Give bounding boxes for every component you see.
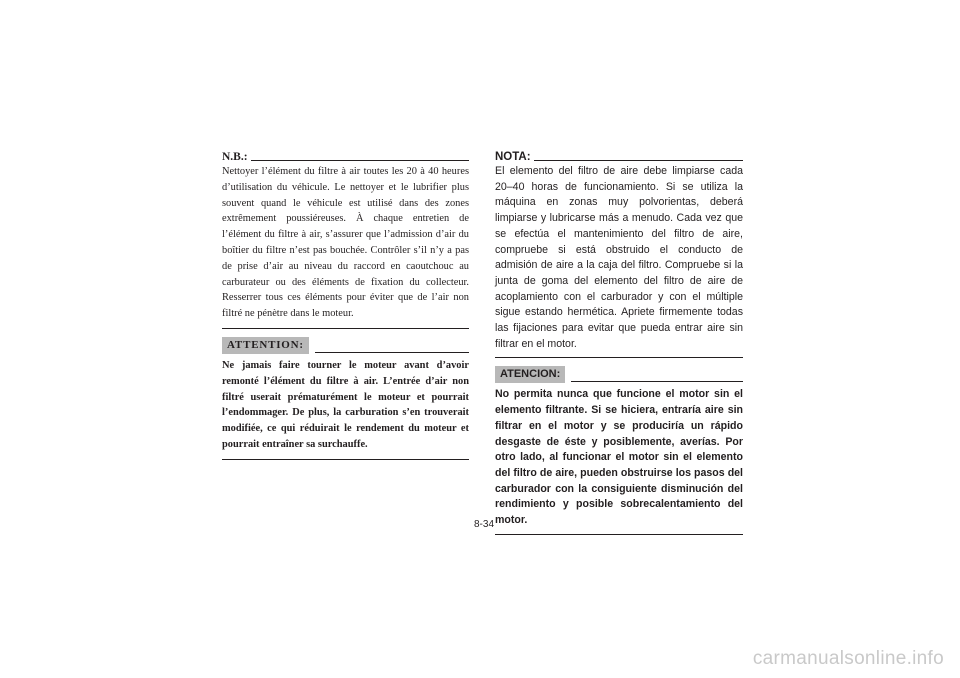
note-heading-line [534,160,743,161]
caution-heading-line [315,352,469,353]
spanish-column [495,150,743,535]
note-label: NOTA: [495,151,531,163]
note-heading [222,150,469,164]
note-text: El elemento del filtro de aire debe limpiarse cada 20–40 horas de funcionamiento. Si se utiliza la máquina en zonas muy polvorientas, deberá limpiarse y lubricarse más a menudo. Cada vez que se efectúa el mantenimiento del filtro de aire, compruebe si está obstruido el conducto de admisión de aire a la caja del filtro. Compruebe si la junta de goma del elemento del filtro de aire de acoplamiento con el carburador y con el múltiple sigue estando hermética. Apriete firmemente todas las fijaciones para evitar que pueda entrar aire sin filtrar en el motor. [495,165,743,350]
caution-badge: ATTENTION: [222,337,309,354]
caution-text: Ne jamais faire tourner le moteur avant d’avoir remonté l’élément du filtre à air. L’entrée d’air non filtré userait prématurément le moteur et pourrait l’endommager. De plus, la carburation s’en trouverait modifiée, ce qui réduirait le rendement du moteur et pourrait entraîner sa surchauffe. [222,359,469,450]
caution-heading-line [571,381,743,382]
note-label: N.B.: [222,151,248,163]
note-end-rule [222,328,469,329]
caution-end-rule [222,459,469,460]
page-number: 8-34 [474,519,495,530]
caution-text: No permita nunca que funcione el motor sin el elemento filtrante. Si se hiciera, entraría aire sin filtrar en el motor y se produciría un rápido desgaste de éste y posiblemente, averías. Por otro lado, al funcionar el motor sin el elemento del filtro de aire, pueden obstruirse los pasos del carburador con la consiguiente disminución del rendimiento y posible sobrecalentamiento del motor. [495,388,743,527]
caution-heading [495,366,743,383]
caution-heading [222,337,469,354]
note-heading-line [251,160,469,161]
caution-badge: ATENCION: [495,366,565,383]
note-heading [495,150,743,164]
note-text: Nettoyer l’élément du filtre à air toutes les 20 à 40 heures d’utilisation du véhicule. Le nettoyer et le lubrifier plus souvent quand le véhicule est utilisé dans des zones extrêmement poussiéreuses. À chaque entretien de l’élément du filtre à air, s’assurer que l’admission d’air du boîtier du filtre n’est pas bouchée. Contrôler s’il n’y a pas de prise d’air au niveau du raccord en caoutchouc au carburateur ou des éléments de fixation du collecteur. Resserrer tous ces éléments pour éviter que de l’air non filtré ne pénètre dans le moteur. [222,166,469,320]
note-end-rule [495,357,743,358]
watermark: carmanualsonline.info [752,648,944,669]
french-column [222,150,469,460]
caution-end-rule [495,534,743,535]
